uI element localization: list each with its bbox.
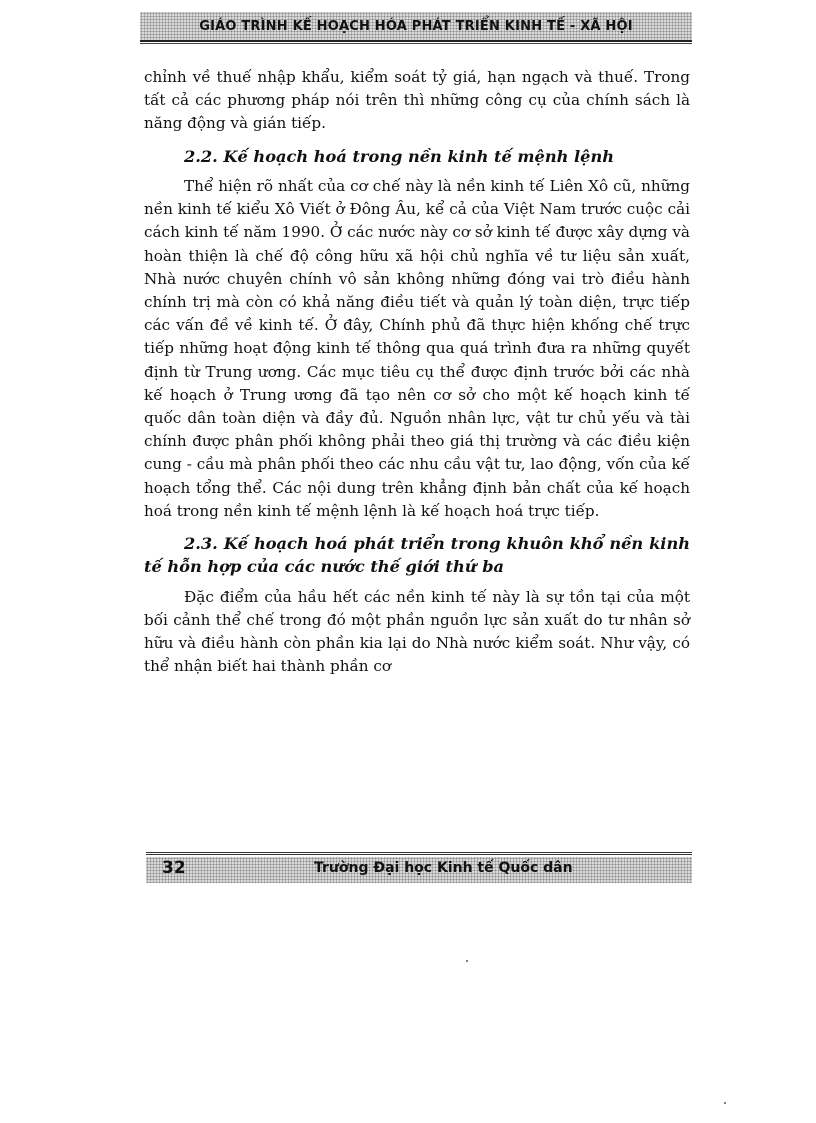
footer-divider xyxy=(146,852,692,855)
section-paragraph-2-3: Đặc điểm của hầu hết các nền kinh tế này là sự tồn tại của một bối cảnh thể chế trong đó một phần nguồn lực sản xuất do tư nhân sở hữu và điều hành còn phần kia lại do Nhà nước kiểm soát. Như vậy, có thể nhận biết hai thành phần cơ xyxy=(144,587,690,676)
page-content xyxy=(144,66,690,679)
section-heading-2-3: 2.3. Kế hoạch hoá phát triển trong khuôn khổ nền kinh tế hỗn hợp của các nước thế giới thứ ba xyxy=(144,534,690,577)
footer-institution: Trường Đại học Kinh tế Quốc dân xyxy=(314,860,573,876)
scan-speck xyxy=(724,1102,726,1104)
header-title: GIÁO TRÌNH KẾ HOẠCH HÓA PHÁT TRIỂN KINH TẾ - XÃ HỘI xyxy=(199,19,633,34)
section-paragraph-2-2: Thể hiện rõ nhất của cơ chế này là nền kinh tế Liên Xô cũ, những nền kinh tế kiểu Xô Viết ở Đông Âu, kể cả của Việt Nam trước cuộc cải cách kinh tế năm 1990. Ở các nước này cơ sở kinh tế được xây dựng và hoàn thiện là chế độ công hữu xã hội chủ nghĩa về tư liệu sản xuất, Nhà nước chuyên chính vô sản không những đóng vai trò điều hành chính trị mà còn có khả năng điều tiết và quản lý toàn diện, trực tiếp các vấn đề về kinh tế. Ở đây, Chính phủ đã thực hiện khống chế trực tiếp những hoạt động kinh tế thông qua quá trình đưa ra những quyết định từ Trung ương. Các mục tiêu cụ thể được định trước bởi các nhà kế hoạch ở Trung ương đã tạo nên cơ sở cho một kế hoạch kinh tế quốc dân toàn diện và đầy đủ. Nguồn nhân lực, vật tư chủ yếu và tài chính được phân phối không phải theo giá thị trường và các điều kiện cung - cầu mà phân phối theo các nhu cầu vật tư, lao động, vốn của kế hoạch tổng thể. Các nội dung trên khẳng định bản chất của kế hoạch hoá trong nền kinh tế mệnh lệnh là kế hoạch hoá trực tiếp. xyxy=(144,177,690,520)
section-heading-2-2: 2.2. Kế hoạch hoá trong nền kinh tế mệnh lệnh xyxy=(184,146,614,166)
running-header xyxy=(140,12,692,42)
intro-paragraph: chỉnh về thuế nhập khẩu, kiểm soát tỷ giá, hạn ngạch và thuế. Trong tất cả các phương pháp nói trên thì những công cụ của chính sách là năng động và gián tiếp. xyxy=(144,68,690,133)
header-divider xyxy=(140,43,692,44)
page-footer xyxy=(146,852,692,884)
scan-speck xyxy=(466,960,468,962)
page-number: 32 xyxy=(162,858,186,878)
